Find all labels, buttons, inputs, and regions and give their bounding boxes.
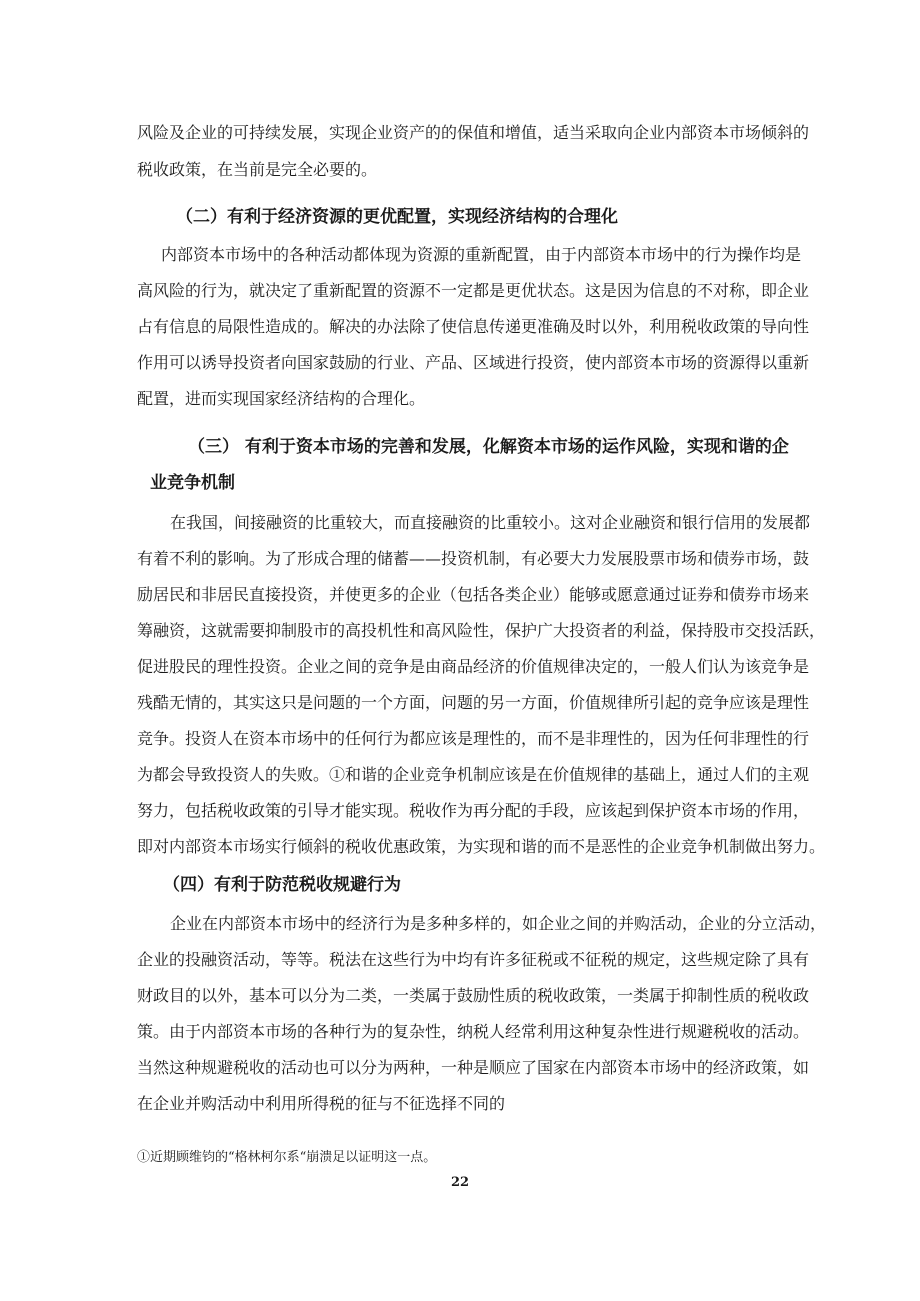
section-heading-2: （二）有利于经济资源的更优配置，实现经济结构的合理化 xyxy=(176,207,618,227)
body-line: 策。由于内部资本市场的各种行为的复杂性，纳税人经常利用这种复杂性进行规避税收的活动。 xyxy=(137,1022,810,1041)
body-line: 励居民和非居民直接投资，并使更多的企业（包括各类企业）能够或愿意通过证券和债券市场来 xyxy=(137,585,810,604)
footnote: ①近期顾维钧的“格林柯尔系“崩溃足以证明这一点。 xyxy=(137,1150,437,1165)
body-line: 高风险的行为，就决定了重新配置的资源不一定都是更优状态。这是因为信息的不对称，即企业 xyxy=(137,281,810,300)
body-line: 竞争。投资人在资本市场中的任何行为都应该是理性的，而不是非理性的，因为任何非理性的行 xyxy=(137,729,810,748)
body-line: 税收政策，在当前是完全必要的。 xyxy=(137,160,378,179)
section-heading-3-cont: 业竞争机制 xyxy=(150,473,235,493)
body-line: 在企业并购活动中利用所得税的征与不征选择不同的 xyxy=(137,1094,506,1113)
body-line: 筹融资，这就需要抑制股市的高投机性和高风险性，保护广大投资者的利益，保持股市交投活跃， xyxy=(137,621,826,640)
body-line: 有着不利的影响。为了形成合理的储蓄——投资机制，有必要大力发展股票市场和债券市场，鼓 xyxy=(137,549,810,568)
page-number: 22 xyxy=(450,1175,470,1190)
body-line: 占有信息的局限性造成的。解决的办法除了使信息传递更准确及时以外，利用税收政策的导向性 xyxy=(137,317,810,336)
section-heading-3: （三） 有利于资本市场的完善和发展，化解资本市场的运作风险，实现和谐的企 xyxy=(188,437,789,457)
body-line: 内部资本市场中的各种活动都体现为资源的重新配置，由于内部资本市场中的行为操作均是 xyxy=(161,245,802,264)
body-line: 企业在内部资本市场中的经济行为是多种多样的，如企业之间的并购活动，企业的分立活动， xyxy=(170,914,827,933)
body-line: 财政目的以外，基本可以分为二类，一类属于鼓励性质的税收政策，一类属于抑制性质的税收政 xyxy=(137,986,810,1005)
body-line: 促进股民的理性投资。企业之间的竞争是由商品经济的价值规律决定的，一般人们认为该竞争是 xyxy=(137,657,810,676)
body-line: 企业的投融资活动，等等。税法在这些行为中均有许多征税或不征税的规定，这些规定除了具有 xyxy=(137,950,810,969)
body-line: 即对内部资本市场实行倾斜的税收优惠政策，为实现和谐的而不是恶性的企业竞争机制做出努力。 xyxy=(137,837,826,856)
section-heading-4: （四）有利于防范税收规避行为 xyxy=(163,875,401,895)
body-line: 配置，进而实现国家经济结构的合理化。 xyxy=(137,389,426,408)
body-line: 当然这种规避税收的活动也可以分为两种，一种是顺应了国家在内部资本市场中的经济政策，如 xyxy=(137,1058,810,1077)
body-line: 残酷无情的，其实这只是问题的一个方面，问题的另一方面，价值规律所引起的竞争应该是理性 xyxy=(137,693,810,712)
body-line: 努力，包括税收政策的引导才能实现。税收作为再分配的手段，应该起到保护资本市场的作用， xyxy=(137,801,810,820)
body-line: 作用可以诱导投资者向国家鼓励的行业、产品、区域进行投资，使内部资本市场的资源得以重新 xyxy=(137,353,810,372)
body-line: 在我国，间接融资的比重较大，而直接融资的比重较小。这对企业融资和银行信用的发展都 xyxy=(170,513,811,532)
body-line: 为都会导致投资人的失败。①和谐的企业竞争机制应该是在价值规律的基础上，通过人们的主观 xyxy=(137,765,810,784)
body-line: 风险及企业的可持续发展，实现企业资产的的保值和增值，适当采取向企业内部资本市场倾斜的 xyxy=(137,123,810,142)
